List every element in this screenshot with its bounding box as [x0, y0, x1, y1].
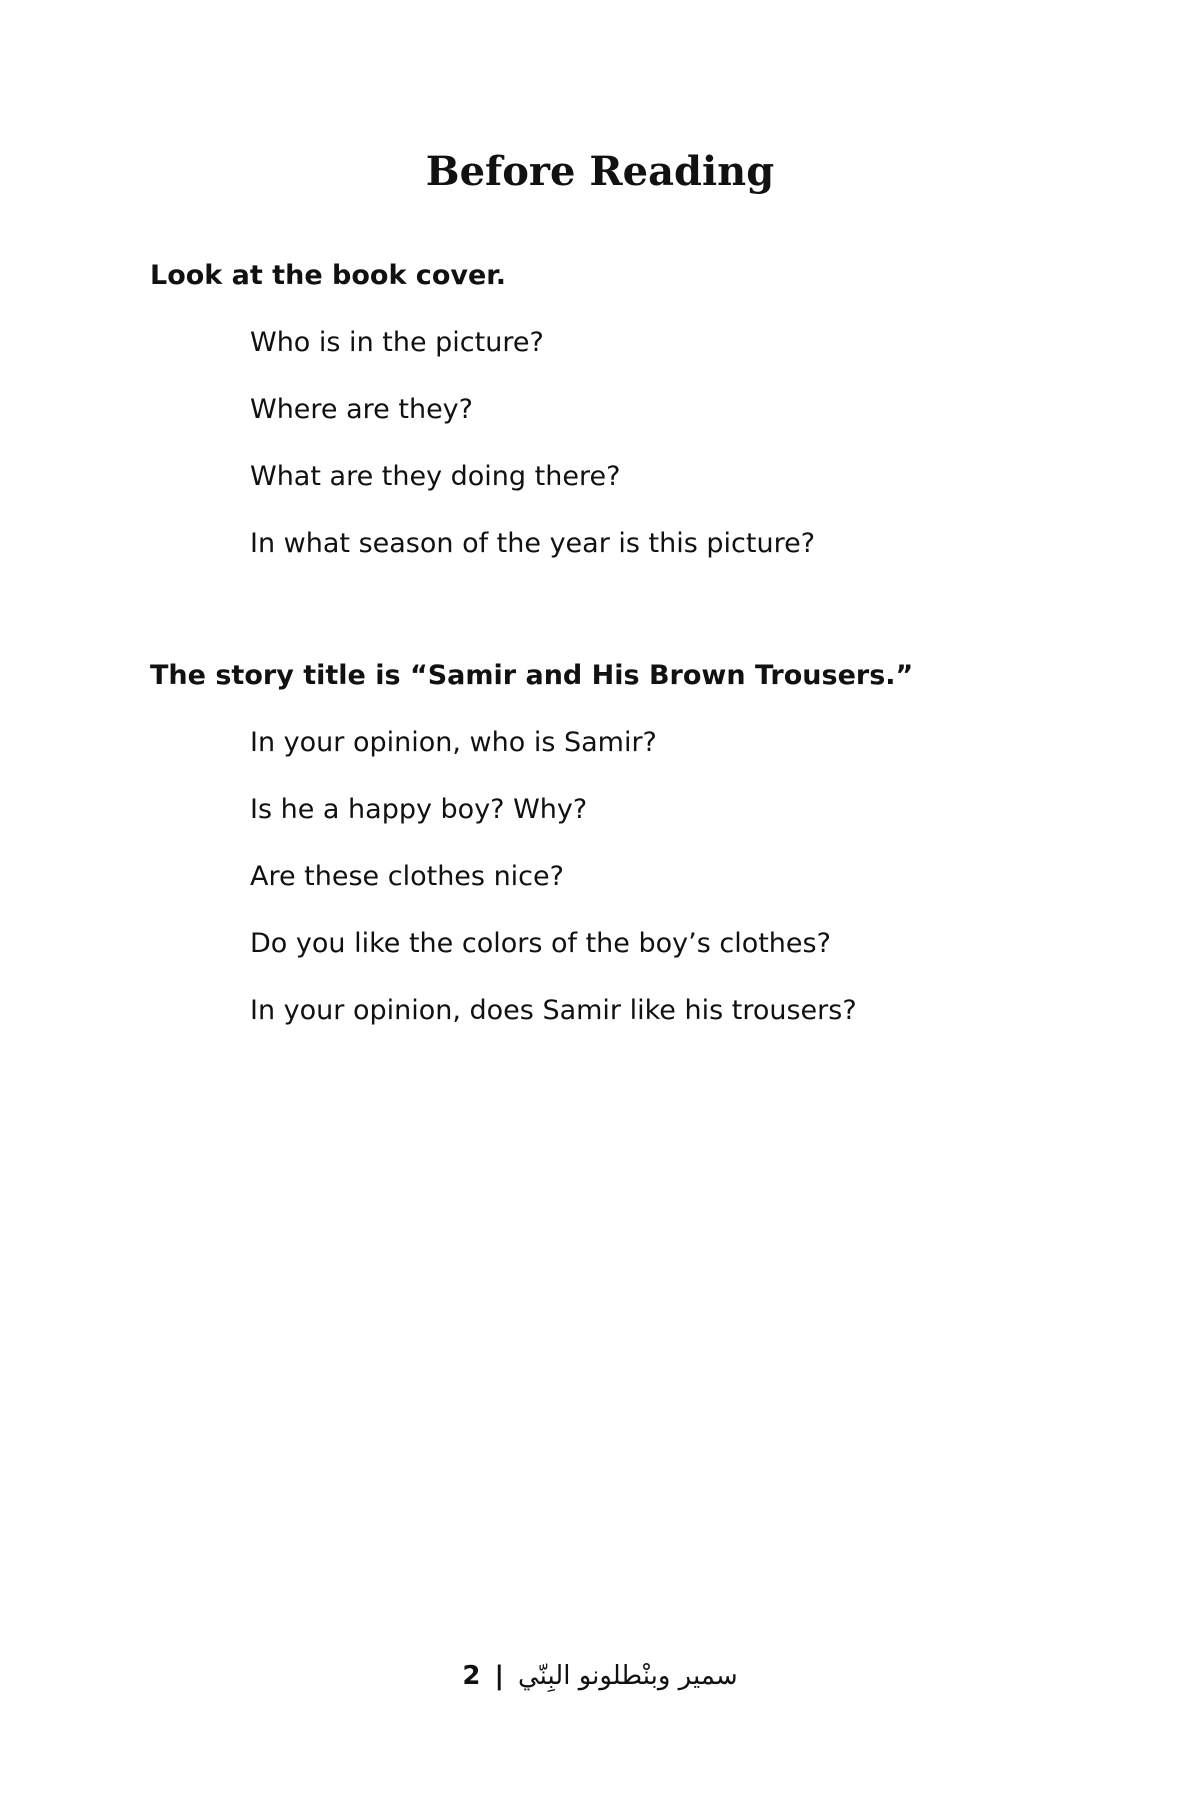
question-list	[150, 323, 1150, 564]
footer-separator: |	[494, 1661, 504, 1691]
question-item: Where are they?	[250, 394, 473, 425]
question-item: What are they doing there?	[250, 461, 621, 492]
section-heading: The story title is “Samir and His Brown Trousers.”	[150, 660, 914, 691]
question-item: In your opinion, who is Samir?	[250, 727, 657, 758]
question-item: Do you like the colors of the boy’s clothes?	[250, 928, 831, 959]
question-item: In your opinion, does Samir like his trousers?	[250, 995, 857, 1026]
section-heading: Look at the book cover.	[150, 260, 506, 291]
section-book-cover	[150, 256, 1150, 591]
question-item: Is he a happy boy? Why?	[250, 794, 588, 825]
page-number: 2	[462, 1661, 481, 1691]
section-story-title	[150, 656, 1150, 1058]
question-list	[150, 723, 1150, 1031]
question-item: Who is in the picture?	[250, 327, 544, 358]
footer-book-title: سمير وبنْطلونو البِنّي	[517, 1661, 738, 1691]
question-item: Are these clothes nice?	[250, 861, 564, 892]
question-item: In what season of the year is this picture?	[250, 528, 816, 559]
page-title: Before Reading	[425, 148, 775, 195]
page-footer	[0, 1658, 1200, 1694]
